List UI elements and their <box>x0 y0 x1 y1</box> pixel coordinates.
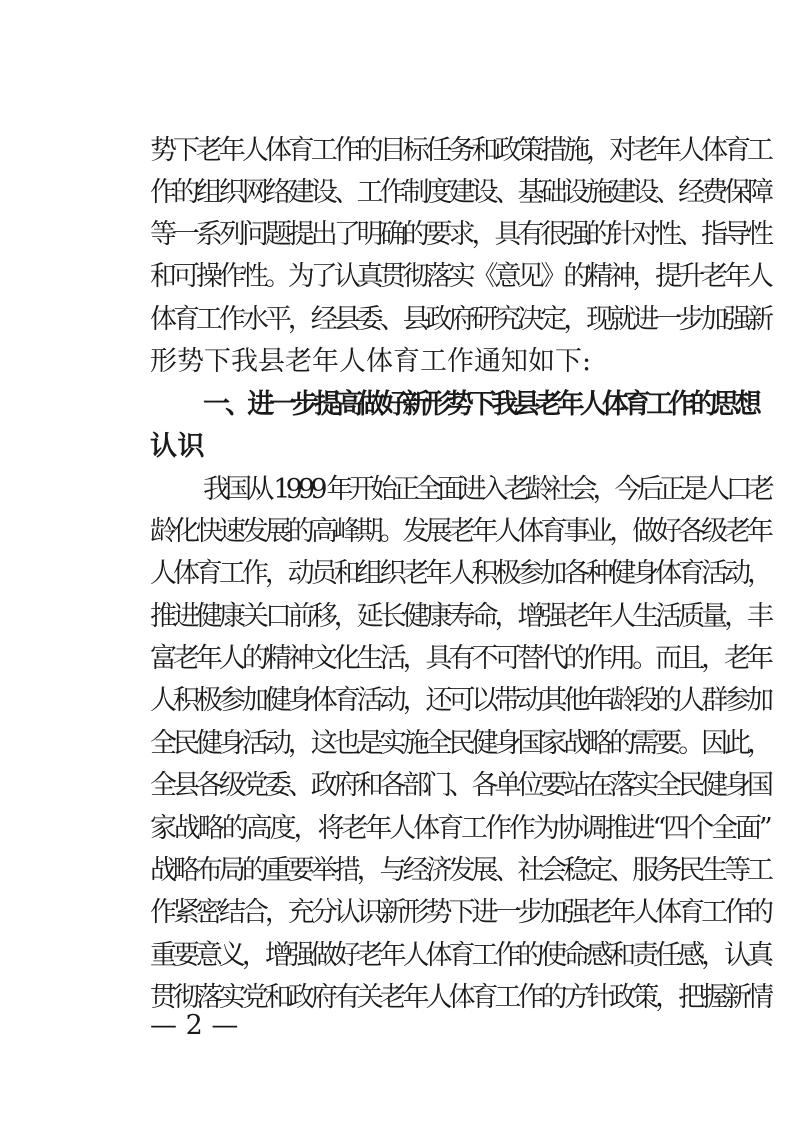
text-line: 龄化快速发展的高峰期。发展老年人体育事业，做好各级老年 <box>150 516 770 547</box>
text-line: 形势下我县老年人体育工作通知如下: <box>150 346 592 377</box>
section-heading-continued: 认识 <box>150 431 205 462</box>
text-line: 人积极参加健身体育活动，还可以带动其他年龄段的人群参加 <box>150 685 770 716</box>
text-line: 战略布局的重要举措，与经济发展、社会稳定、服务民生等工 <box>150 855 770 886</box>
text-line: 势下老年人体育工作的目标任务和政策措施，对老年人体育工 <box>150 135 770 166</box>
text-line: 作紧密结合，充分认识新形势下进一步加强老年人体育工作的 <box>150 897 770 928</box>
text-line: 体育工作水平，经县委、县政府研究决定，现就进一步加强新 <box>150 304 770 335</box>
text-line: 贯彻落实党和政府有关老年人体育工作的方针政策，把握新情 <box>150 982 770 1013</box>
text-line: 富老年人的精神文化生活，具有不可替代的作用。而且，老年 <box>150 643 770 674</box>
text-line: 全民健身活动，这也是实施全民健身国家战略的需要。因此， <box>150 728 770 759</box>
text-line: 我国从 1999 年开始正全面进入老龄社会，今后正是人口老 <box>203 474 770 505</box>
text-line: 作的组织网络建设、工作制度建设、基础设施建设、经费保障 <box>150 177 770 208</box>
text-line: 重要意义，增强做好老年人体育工作的使命感和责任感，认真 <box>150 940 770 971</box>
text-line: 全县各级党委、政府和各部门、各单位要站在落实全民健身国 <box>150 770 770 801</box>
section-heading: 一、进一步提高做好新形势下我县老年人体育工作的思想 <box>203 389 757 420</box>
text-line: 家战略的高度，将老年人体育工作作为协调推进“四个全面” <box>150 813 770 844</box>
text-line: 和可操作性。为了认真贯彻落实《意见》的精神，提升老年人 <box>150 261 770 292</box>
page-number: — 2 — <box>150 1010 239 1041</box>
text-line: 推进健康关口前移，延长健康寿命，增强老年人生活质量，丰 <box>150 601 770 632</box>
text-line: 等一系列问题提出了明确的要求，具有很强的针对性、指导性 <box>150 219 770 250</box>
text-line: 人体育工作，动员和组织老年人积极参加各种健身体育活动， <box>150 558 770 589</box>
